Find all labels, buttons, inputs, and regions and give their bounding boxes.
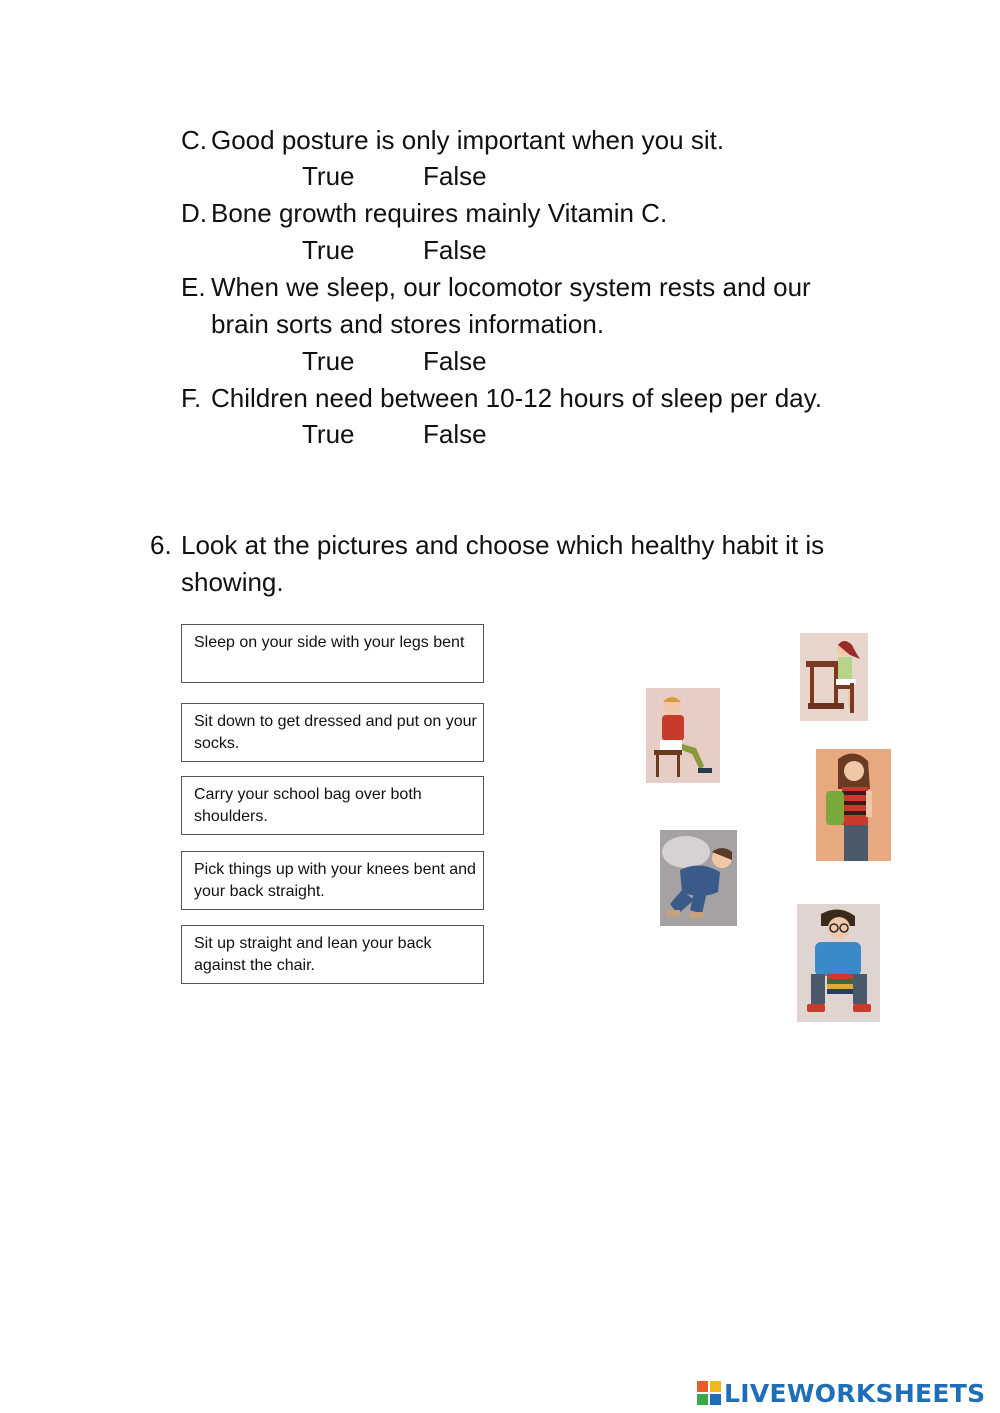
true-option[interactable]: True [302, 419, 355, 449]
child-sleeping-on-side-picture[interactable] [660, 830, 737, 926]
habit-box-bag[interactable]: Carry your school bag over both shoulders. [181, 776, 484, 835]
liveworksheets-logo [697, 1376, 985, 1410]
question-letter: D. [181, 198, 207, 228]
liveworksheets-logo-icon [697, 1381, 721, 1405]
habit-box-sleep[interactable]: Sleep on your side with your legs bent [181, 624, 484, 683]
habit-box-lift[interactable]: Pick things up with your knees bent and your back straight. [181, 851, 484, 910]
question-letter: F. [181, 383, 202, 413]
question-text: Children need between 10-12 hours of sleep per day. [211, 383, 822, 413]
question-f [181, 380, 901, 417]
question-text: Look at the pictures and choose which healthy habit it is showing. [181, 530, 825, 597]
false-option[interactable]: False [423, 346, 487, 376]
question-text: Bone growth requires mainly Vitamin C. [211, 198, 668, 228]
question-e [181, 269, 901, 343]
girl-sitting-at-desk-picture[interactable] [800, 633, 868, 721]
question-letter: C. [181, 125, 207, 155]
true-option[interactable]: True [302, 346, 355, 376]
true-option[interactable]: True [302, 161, 355, 191]
question-letter: E. [181, 272, 206, 302]
girl-with-backpack-picture[interactable] [816, 749, 891, 861]
false-option[interactable]: False [423, 161, 487, 191]
question-text: Good posture is only important when you sit. [211, 125, 725, 155]
false-option[interactable]: False [423, 419, 487, 449]
question-d [181, 195, 901, 232]
liveworksheets-logo-text: LIVEWORKSHEETS [724, 1378, 986, 1408]
boy-putting-on-socks-picture[interactable] [646, 688, 720, 783]
boy-lifting-books-picture[interactable] [797, 904, 880, 1022]
question-text: When we sleep, our locomotor system rests and our brain sorts and stores information. [211, 272, 811, 339]
question-c [181, 122, 901, 159]
false-option[interactable]: False [423, 235, 487, 265]
true-option[interactable]: True [302, 235, 355, 265]
habit-box-chair[interactable]: Sit up straight and lean your back against the chair. [181, 925, 484, 984]
question-number: 6. [150, 530, 172, 560]
habit-box-socks[interactable]: Sit down to get dressed and put on your socks. [181, 703, 484, 762]
